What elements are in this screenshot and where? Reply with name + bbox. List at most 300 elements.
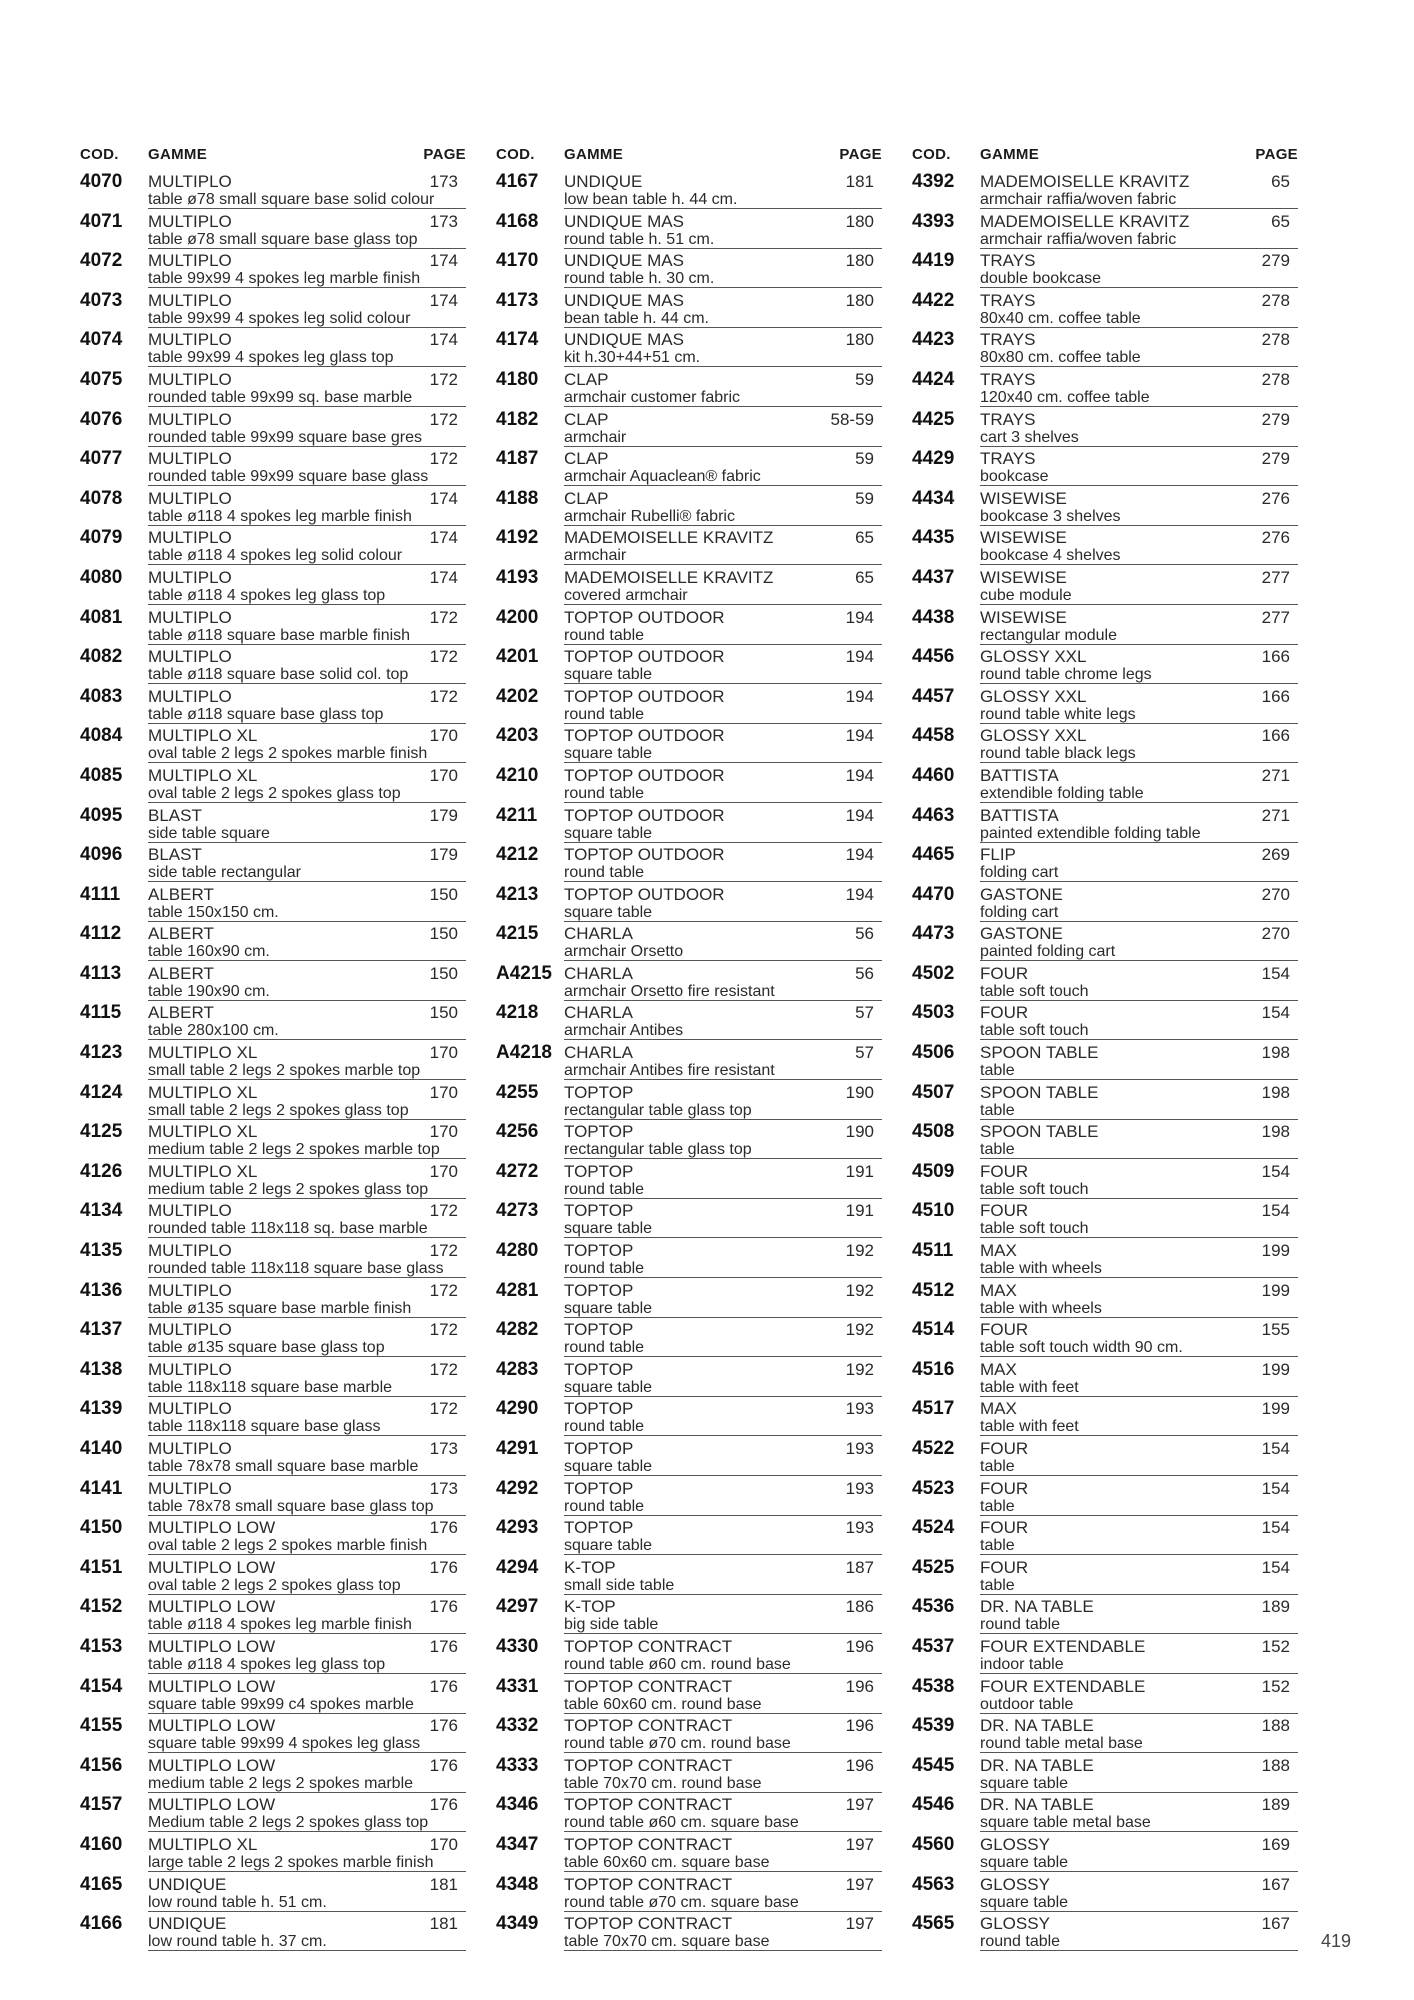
item-description: table 60x60 cm. square base — [564, 1854, 882, 1872]
gamme-name: MAX — [980, 1399, 1017, 1419]
index-row — [496, 1358, 882, 1398]
product-code: 4193 — [496, 566, 539, 588]
product-code: 4134 — [80, 1200, 123, 1222]
gamme-name: TOPTOP OUTDOOR — [564, 686, 725, 706]
index-row — [496, 328, 882, 368]
page-ref: 179 — [429, 845, 458, 865]
index-column-3 — [912, 144, 1298, 1952]
item-description: 80x40 cm. coffee table — [980, 310, 1298, 328]
product-code: 4078 — [80, 487, 123, 509]
product-code: 4080 — [80, 566, 123, 588]
page-ref: 57 — [855, 1043, 874, 1063]
gamme-name: GLOSSY — [980, 1834, 1050, 1854]
product-code: 4517 — [912, 1398, 955, 1420]
gamme-name: MULTIPLO — [148, 607, 232, 627]
product-code: 4523 — [912, 1477, 955, 1499]
index-row — [496, 566, 882, 606]
page-ref: 170 — [429, 1043, 458, 1063]
item-description: table 70x70 cm. round base — [564, 1775, 882, 1793]
index-row — [496, 1437, 882, 1477]
gamme-name: MAX — [980, 1359, 1017, 1379]
index-row — [912, 1556, 1298, 1596]
index-row — [912, 408, 1298, 448]
index-row — [496, 764, 882, 804]
page-ref: 169 — [1261, 1834, 1290, 1854]
gamme-name: UNDIQUE MAS — [564, 290, 684, 310]
page-ref: 57 — [855, 1003, 874, 1023]
product-code: 4510 — [912, 1200, 955, 1222]
product-code: 4457 — [912, 685, 955, 707]
gamme-name: TOPTOP OUTDOOR — [564, 647, 725, 667]
item-description: square table — [564, 1537, 882, 1555]
product-code: 4508 — [912, 1121, 955, 1143]
gamme-name: MULTIPLO — [148, 1280, 232, 1300]
product-code: 4511 — [912, 1240, 954, 1262]
product-code: 4333 — [496, 1754, 539, 1776]
item-description: table ø78 small square base solid colour — [148, 191, 466, 209]
page-ref: 180 — [845, 251, 874, 271]
gamme-name: ALBERT — [148, 1003, 214, 1023]
page-ref: 271 — [1261, 765, 1290, 785]
index-row — [496, 606, 882, 646]
gamme-name: MULTIPLO — [148, 172, 232, 191]
product-code: 4393 — [912, 210, 955, 232]
page-number: 419 — [1321, 1931, 1352, 1951]
product-code: 4282 — [496, 1319, 539, 1341]
index-row — [80, 289, 466, 329]
gamme-name: SPOON TABLE — [980, 1082, 1099, 1102]
gamme-name: MULTIPLO — [148, 1201, 232, 1221]
product-code: 4115 — [80, 1002, 122, 1024]
product-code: 4135 — [80, 1240, 123, 1262]
page-ref: 65 — [855, 528, 874, 548]
index-row — [496, 1120, 882, 1160]
page-ref: 155 — [1261, 1320, 1290, 1340]
gamme-header: GAMME — [980, 146, 1039, 163]
product-code: 4073 — [80, 289, 123, 311]
index-row — [912, 249, 1298, 289]
index-row — [80, 1437, 466, 1477]
item-description: low round table h. 37 cm. — [148, 1933, 466, 1951]
product-code: 4507 — [912, 1081, 955, 1103]
page-ref: 190 — [845, 1082, 874, 1102]
page-ref: 279 — [1261, 409, 1290, 429]
page-ref: 150 — [429, 1003, 458, 1023]
index-row — [912, 1239, 1298, 1279]
product-code: 4151 — [80, 1556, 123, 1578]
index-row — [80, 1358, 466, 1398]
index-row — [496, 922, 882, 962]
product-code: 4125 — [80, 1121, 123, 1143]
gamme-name: MULTIPLO — [148, 1478, 232, 1498]
gamme-name: GLOSSY XXL — [980, 726, 1087, 746]
gamme-name: FOUR — [980, 1003, 1029, 1023]
index-row — [496, 1516, 882, 1556]
product-code: 4422 — [912, 289, 955, 311]
gamme-name: CLAP — [564, 369, 609, 389]
item-description: armchair Rubelli® fabric — [564, 508, 882, 526]
item-description: table — [980, 1062, 1298, 1080]
item-description: square table — [564, 1379, 882, 1397]
product-code: 4290 — [496, 1398, 539, 1420]
product-code: 4419 — [912, 250, 955, 272]
page-ref: 194 — [845, 884, 874, 904]
page-ref: 154 — [1261, 1518, 1290, 1538]
item-description: round table ø70 cm. square base — [564, 1894, 882, 1912]
index-row — [496, 645, 882, 685]
index-row — [496, 724, 882, 764]
item-description: round table — [564, 627, 882, 645]
gamme-name: MULTIPLO LOW — [148, 1676, 276, 1696]
gamme-name: UNDIQUE — [148, 1874, 227, 1894]
product-code: 4077 — [80, 448, 123, 470]
page-ref: 271 — [1261, 805, 1290, 825]
product-code: 4075 — [80, 368, 123, 390]
gamme-name: BATTISTA — [980, 805, 1059, 825]
item-description: square table — [980, 1894, 1298, 1912]
page-ref: 176 — [429, 1755, 458, 1775]
code-header: COD. — [80, 146, 119, 163]
item-description: table 160x90 cm. — [148, 943, 466, 961]
index-row — [80, 1279, 466, 1319]
index-row — [912, 1754, 1298, 1794]
gamme-name: MULTIPLO LOW — [148, 1755, 276, 1775]
product-code: 4187 — [496, 448, 539, 470]
product-code: 4070 — [80, 171, 123, 192]
index-row — [496, 1001, 882, 1041]
page-ref: 150 — [429, 884, 458, 904]
item-description: table — [980, 1577, 1298, 1595]
item-description: table 70x70 cm. square base — [564, 1933, 882, 1951]
product-code: 4165 — [80, 1873, 123, 1895]
item-description: round table black legs — [980, 745, 1298, 763]
item-description: table soft touch width 90 cm. — [980, 1339, 1298, 1357]
index-row — [496, 447, 882, 487]
item-description: 120x40 cm. coffee table — [980, 389, 1298, 407]
gamme-name: UNDIQUE MAS — [564, 211, 684, 231]
page-ref: 150 — [429, 963, 458, 983]
product-code: 4139 — [80, 1398, 123, 1420]
gamme-name: MULTIPLO XL — [148, 1122, 258, 1142]
gamme-name: TOPTOP — [564, 1320, 634, 1340]
item-description: square table metal base — [980, 1814, 1298, 1832]
index-row — [912, 1635, 1298, 1675]
gamme-name: WISEWISE — [980, 567, 1067, 587]
gamme-name: MULTIPLO — [148, 647, 232, 667]
index-row — [496, 1912, 882, 1952]
gamme-name: TOPTOP CONTRACT — [564, 1755, 733, 1775]
item-description: small table 2 legs 2 spokes glass top — [148, 1102, 466, 1120]
page-ref: 192 — [845, 1241, 874, 1261]
page-ref: 278 — [1261, 369, 1290, 389]
index-row — [496, 487, 882, 527]
product-code: 4273 — [496, 1200, 539, 1222]
page-ref: 65 — [1271, 172, 1290, 191]
item-description: table ø78 small square base glass top — [148, 231, 466, 249]
product-code: 4124 — [80, 1081, 123, 1103]
page-ref: 167 — [1261, 1874, 1290, 1894]
product-code: 4192 — [496, 527, 539, 549]
page-ref: 199 — [1261, 1399, 1290, 1419]
gamme-name: GLOSSY — [980, 1874, 1050, 1894]
product-code: 4424 — [912, 368, 955, 390]
item-description: square table — [564, 1220, 882, 1238]
gamme-name: MULTIPLO — [148, 330, 232, 350]
page-ref: 173 — [429, 1478, 458, 1498]
gamme-name: CLAP — [564, 409, 609, 429]
page-ref: 174 — [429, 251, 458, 271]
index-row — [80, 526, 466, 566]
page-ref: 176 — [429, 1557, 458, 1577]
item-description: table with wheels — [980, 1260, 1298, 1278]
index-row — [496, 368, 882, 408]
product-code: 4297 — [496, 1596, 539, 1618]
page-ref: 194 — [845, 845, 874, 865]
index-row — [912, 289, 1298, 329]
index-row — [80, 1397, 466, 1437]
page-ref: 199 — [1261, 1359, 1290, 1379]
product-code: 4349 — [496, 1913, 539, 1935]
item-description: table 150x150 cm. — [148, 904, 466, 922]
page-ref: 154 — [1261, 1557, 1290, 1577]
item-description: oval table 2 legs 2 spokes glass top — [148, 785, 466, 803]
product-code: 4212 — [496, 844, 539, 866]
index-row — [80, 1041, 466, 1081]
item-description: table 99x99 4 spokes leg glass top — [148, 349, 466, 367]
index-row — [912, 1318, 1298, 1358]
index-row — [80, 1754, 466, 1794]
page-ref: 172 — [429, 1201, 458, 1221]
index-row — [912, 1675, 1298, 1715]
gamme-name: CHARLA — [564, 924, 633, 944]
gamme-name: DR. NA TABLE — [980, 1795, 1094, 1815]
item-description: round table chrome legs — [980, 666, 1298, 684]
product-code: 4560 — [912, 1833, 955, 1855]
index-row — [912, 566, 1298, 606]
index-row — [496, 1239, 882, 1279]
page-ref: 150 — [429, 924, 458, 944]
product-code: 4155 — [80, 1715, 123, 1737]
item-description: table soft touch — [980, 1220, 1298, 1238]
index-row — [912, 1081, 1298, 1121]
item-description: table ø118 4 spokes leg glass top — [148, 587, 466, 605]
product-code: 4072 — [80, 250, 123, 272]
index-row — [496, 962, 882, 1002]
page-ref: 58-59 — [830, 409, 874, 429]
page-ref: 176 — [429, 1518, 458, 1538]
index-row — [496, 1081, 882, 1121]
item-description: round table — [564, 706, 882, 724]
page-ref: 172 — [429, 647, 458, 667]
index-row — [912, 1279, 1298, 1319]
item-description: armchair — [564, 429, 882, 447]
page-ref: 197 — [845, 1874, 874, 1894]
page-ref: 172 — [429, 409, 458, 429]
index-row — [912, 1516, 1298, 1556]
gamme-name: CHARLA — [564, 1043, 633, 1063]
index-row — [496, 1160, 882, 1200]
index-row — [80, 1793, 466, 1833]
item-description: low round table h. 51 cm. — [148, 1894, 466, 1912]
product-code: 4463 — [912, 804, 955, 826]
page-ref: 198 — [1261, 1122, 1290, 1142]
gamme-name: MULTIPLO XL — [148, 1043, 258, 1063]
page-ref: 56 — [855, 963, 874, 983]
page-ref: 174 — [429, 488, 458, 508]
index-row — [496, 1595, 882, 1635]
page-ref: 193 — [845, 1439, 874, 1458]
page-ref: 278 — [1261, 290, 1290, 310]
product-code: 4213 — [496, 883, 539, 905]
page-ref: 194 — [845, 607, 874, 627]
product-code: 4180 — [496, 368, 539, 390]
product-code: 4140 — [80, 1438, 123, 1459]
gamme-name: GLOSSY XXL — [980, 686, 1087, 706]
product-code: 4512 — [912, 1279, 955, 1301]
gamme-name: TOPTOP OUTDOOR — [564, 765, 725, 785]
product-code: 4154 — [80, 1675, 123, 1697]
gamme-name: TRAYS — [980, 449, 1036, 469]
item-description: square table — [564, 825, 882, 843]
item-description: extendible folding table — [980, 785, 1298, 803]
item-description: table ø135 square base marble finish — [148, 1300, 466, 1318]
index-row — [912, 1595, 1298, 1635]
gamme-name: TOPTOP — [564, 1201, 634, 1221]
gamme-name: MULTIPLO — [148, 251, 232, 271]
product-code: 4156 — [80, 1754, 123, 1776]
index-row — [912, 764, 1298, 804]
item-description: armchair — [564, 547, 882, 565]
product-code: 4331 — [496, 1675, 539, 1697]
product-code: 4256 — [496, 1121, 539, 1143]
index-row — [496, 1279, 882, 1319]
item-description: square table 99x99 4 spokes leg glass — [148, 1735, 466, 1753]
page-ref: 170 — [429, 1161, 458, 1181]
item-description: rounded table 99x99 square base gres — [148, 429, 466, 447]
gamme-name: MULTIPLO XL — [148, 1082, 258, 1102]
product-code: 4126 — [80, 1160, 123, 1182]
gamme-name: TOPTOP CONTRACT — [564, 1795, 733, 1815]
product-code: 4294 — [496, 1556, 539, 1578]
item-description: round table — [980, 1933, 1298, 1951]
item-description: table 280x100 cm. — [148, 1022, 466, 1040]
product-code: 4096 — [80, 844, 123, 866]
item-description: table 99x99 4 spokes leg marble finish — [148, 270, 466, 288]
page-ref: 176 — [429, 1716, 458, 1736]
item-description: square table — [564, 1458, 882, 1476]
item-description: table — [980, 1141, 1298, 1159]
index-row — [80, 170, 466, 210]
item-description: rectangular table glass top — [564, 1102, 882, 1120]
page-ref: 194 — [845, 765, 874, 785]
item-description: side table rectangular — [148, 864, 466, 882]
gamme-name: UNDIQUE MAS — [564, 330, 684, 350]
index-row — [912, 328, 1298, 368]
product-code: 4456 — [912, 646, 955, 668]
product-code: 4525 — [912, 1556, 955, 1578]
item-description: table soft touch — [980, 1022, 1298, 1040]
product-code: 4211 — [496, 804, 538, 826]
product-code: 4218 — [496, 1002, 539, 1024]
product-code: 4173 — [496, 289, 539, 311]
gamme-name: TOPTOP CONTRACT — [564, 1636, 733, 1656]
gamme-name: TOPTOP — [564, 1478, 634, 1498]
page-ref: 197 — [845, 1795, 874, 1815]
page-ref: 174 — [429, 290, 458, 310]
column-header — [80, 144, 466, 170]
gamme-name: MULTIPLO XL — [148, 765, 258, 785]
product-code: 4429 — [912, 448, 955, 470]
item-description: table — [980, 1102, 1298, 1120]
page-ref: 65 — [1271, 211, 1290, 231]
code-header: COD. — [912, 146, 951, 163]
product-code: 4200 — [496, 606, 539, 628]
product-code: 4202 — [496, 685, 539, 707]
index-row — [496, 1477, 882, 1517]
page-ref: 196 — [845, 1716, 874, 1736]
page-header: PAGE — [839, 146, 882, 163]
page-ref: 180 — [845, 290, 874, 310]
index-row — [496, 1873, 882, 1913]
item-description: 80x80 cm. coffee table — [980, 349, 1298, 367]
item-description: armchair customer fabric — [564, 389, 882, 407]
item-description: kit h.30+44+51 cm. — [564, 349, 882, 367]
index-column-1 — [80, 144, 466, 1952]
item-description: rounded table 99x99 square base glass — [148, 468, 466, 486]
product-code: 4280 — [496, 1240, 539, 1262]
index-row — [80, 1912, 466, 1952]
gamme-name: FOUR — [980, 1320, 1029, 1340]
item-description: outdoor table — [980, 1696, 1298, 1714]
product-code: 4079 — [80, 527, 123, 549]
item-description: rounded table 118x118 square base glass — [148, 1260, 466, 1278]
gamme-name: TRAYS — [980, 251, 1036, 271]
item-description: indoor table — [980, 1656, 1298, 1674]
index-row — [496, 1714, 882, 1754]
index-row — [912, 1397, 1298, 1437]
gamme-name: MULTIPLO XL — [148, 1161, 258, 1181]
index-row — [912, 606, 1298, 646]
page-ref: 180 — [845, 330, 874, 350]
page-ref: 191 — [845, 1161, 874, 1181]
index-row — [496, 1754, 882, 1794]
product-code: 4473 — [912, 923, 955, 945]
gamme-name: MAX — [980, 1280, 1017, 1300]
item-description: table ø135 square base glass top — [148, 1339, 466, 1357]
item-description: round table h. 51 cm. — [564, 231, 882, 249]
gamme-name: MULTIPLO — [148, 488, 232, 508]
index-row — [912, 883, 1298, 923]
item-description: rounded table 118x118 sq. base marble — [148, 1220, 466, 1238]
item-description: table ø118 square base glass top — [148, 706, 466, 724]
index-row — [912, 1001, 1298, 1041]
index-row — [496, 1199, 882, 1239]
page-ref: 166 — [1261, 726, 1290, 746]
page-ref: 152 — [1261, 1676, 1290, 1696]
index-row — [80, 328, 466, 368]
item-description: low bean table h. 44 cm. — [564, 191, 882, 209]
index-row — [912, 1912, 1298, 1952]
index-row — [496, 210, 882, 250]
index-row — [80, 1318, 466, 1358]
code-header: COD. — [496, 146, 535, 163]
item-description: large table 2 legs 2 spokes marble finish — [148, 1854, 466, 1872]
index-row — [496, 1675, 882, 1715]
product-code: 4141 — [80, 1477, 123, 1499]
index-row — [80, 408, 466, 448]
product-code: 4152 — [80, 1596, 123, 1618]
page-ref: 181 — [845, 172, 874, 191]
